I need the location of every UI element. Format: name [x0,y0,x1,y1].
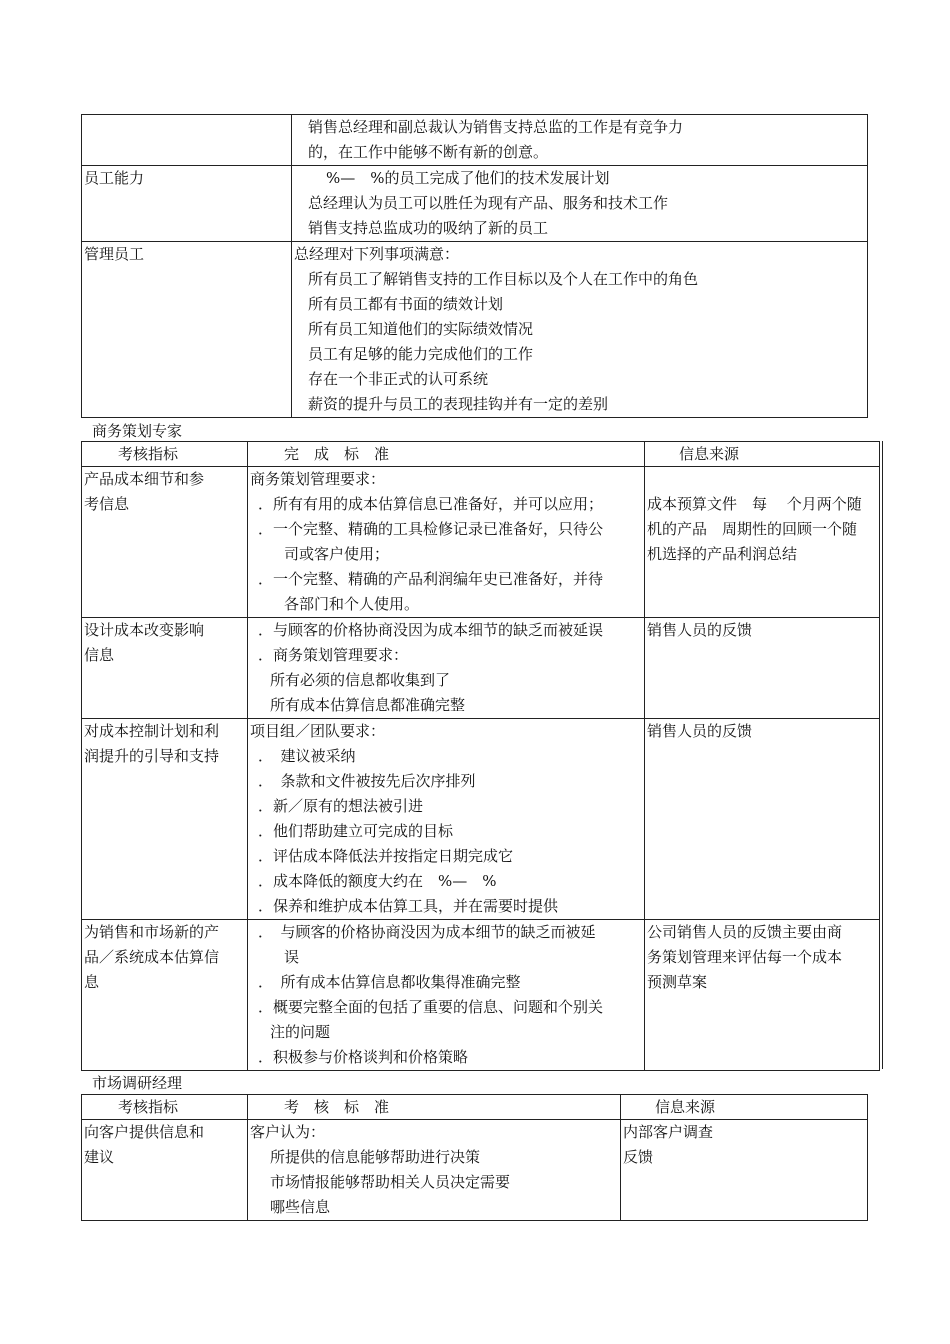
table-market-research [81,1094,868,1221]
row-label [82,618,248,719]
header-indicator: 考核指标 [82,442,248,467]
source-line: 机选择的产品利润总结 [647,545,798,563]
criteria-line: %— %的员工完成了他们的技术发展计划 [326,169,610,187]
table-sales-support [81,114,868,418]
header-standard: 考 核 标 准 [248,1095,621,1120]
row-label-line: 对成本控制计划和利 [84,722,220,740]
criteria-cell [292,242,868,418]
criteria-intro: 商务策划管理要求： [250,470,386,488]
table-row [82,166,868,242]
source-line: 机的产品 周期性的回顾一个随 [647,520,858,538]
table-row [82,242,868,418]
source-cell [645,467,880,618]
table-header-row [82,1095,868,1120]
source-cell [645,920,880,1071]
criteria-line: ．一个完整、精确的工具检修记录已准备好，只待公 [258,520,604,538]
criteria-intro: 项目组／团队要求： [250,722,386,740]
criteria-line: 所有必须的信息都收集到了 [270,671,451,689]
criteria-line: ．一个完整、精确的产品利润编年史已准备好，并待 [258,570,604,588]
criteria-line: 注的问题 [270,1023,331,1041]
criteria-line: 的，在工作中能够不断有新的创意。 [308,143,549,161]
source-line: 公司销售人员的反馈主要由商 [647,923,843,941]
criteria-line: ． 条款和文件被按先后次序排列 [258,772,476,790]
criteria-line: 所有成本估算信息都准确完整 [270,696,466,714]
criteria-line: ．积极参与价格谈判和价格策略 [258,1048,469,1066]
criteria-line: 存在一个非正式的认可系统 [308,370,489,388]
table-double-border [882,441,883,1069]
row-label-line: 息 [84,973,100,991]
criteria-cell [248,920,645,1071]
criteria-cell [248,719,645,920]
criteria-line: 销售支持总监成功的吸纳了新的员工 [308,219,549,237]
row-label-line: 品／系统成本估算信 [84,948,220,966]
criteria-line: ．评估成本降低法并按指定日期完成它 [258,847,514,865]
row-label [82,115,292,166]
header-standard: 完 成 标 准 [248,442,645,467]
source-line: 预测草案 [647,973,708,991]
source-line: 销售人员的反馈 [647,621,753,639]
row-label: 管理员工 [82,242,292,418]
criteria-line: 误 [284,948,300,966]
criteria-line: ．保养和维护成本估算工具，并在需要时提供 [258,897,559,915]
table-row [82,920,880,1071]
criteria-line: ． 建议被采纳 [258,747,356,765]
criteria-line: 司或客户使用； [284,545,390,563]
criteria-cell [248,1120,621,1221]
source-cell [645,618,880,719]
criteria-line: ．成本降低的额度大约在 %— % [258,872,497,890]
row-label-line: 润提升的引导和支持 [84,747,220,765]
row-label-line: 考信息 [84,495,130,513]
source-line: 销售人员的反馈 [647,722,753,740]
section-title: 商务策划专家 [92,422,183,440]
section-title: 市场调研经理 [92,1074,183,1092]
criteria-line: ．商务策划管理要求： [258,646,409,664]
criteria-line: 哪些信息 [270,1198,331,1216]
row-label-line: 向客户提供信息和 [84,1123,205,1141]
criteria-line: ．新／原有的想法被引进 [258,797,424,815]
row-label-line: 设计成本改变影响 [84,621,205,639]
row-label-line: 产品成本细节和参 [84,470,205,488]
row-label [82,920,248,1071]
source-line: 内部客户调查 [623,1123,714,1141]
source-line: 反馈 [623,1148,654,1166]
criteria-line: ．他们帮助建立可完成的目标 [258,822,454,840]
table-row [82,115,868,166]
row-label-line: 建议 [84,1148,115,1166]
criteria-cell [292,166,868,242]
criteria-line: 所有员工都有书面的绩效计划 [308,295,504,313]
criteria-line: 销售总经理和副总裁认为销售支持总监的工作是有竞争力 [308,118,684,136]
criteria-line: 薪资的提升与员工的表现挂钩并有一定的差别 [308,395,609,413]
table-business-planning [81,441,880,1071]
criteria-cell [248,467,645,618]
criteria-line: ． 与顾客的价格协商没因为成本细节的缺乏而被延 [258,923,596,941]
criteria-line: ．与顾客的价格协商没因为成本细节的缺乏而被延误 [258,621,604,639]
header-source: 信息来源 [621,1095,868,1120]
table-row [82,467,880,618]
criteria-intro: 总经理对下列事项满意： [294,245,460,263]
source-line: 务策划管理来评估每一个成本 [647,948,843,966]
table-row [82,1120,868,1221]
table-header-row [82,442,880,467]
criteria-line: 各部门和个人使用。 [284,595,420,613]
criteria-line: 员工有足够的能力完成他们的工作 [308,345,534,363]
row-label: 员工能力 [82,166,292,242]
source-cell [621,1120,868,1221]
source-line: 成本预算文件 每 个月两个随 [647,495,862,513]
criteria-cell [248,618,645,719]
criteria-line: ．所有有用的成本估算信息已准备好，并可以应用； [258,495,604,513]
criteria-line: 市场情报能够帮助相关人员决定需要 [270,1173,511,1191]
header-source: 信息来源 [645,442,880,467]
row-label [82,467,248,618]
criteria-line: 所提供的信息能够帮助进行决策 [270,1148,481,1166]
criteria-line: ． 所有成本估算信息都收集得准确完整 [258,973,521,991]
source-cell [645,719,880,920]
table-row [82,719,880,920]
row-label [82,719,248,920]
header-indicator: 考核指标 [82,1095,248,1120]
row-label [82,1120,248,1221]
row-label-line: 为销售和市场新的产 [84,923,220,941]
criteria-intro: 客户认为： [250,1123,326,1141]
criteria-line: ．概要完整全面的包括了重要的信息、问题和个别关 [258,998,604,1016]
table-row [82,618,880,719]
criteria-line: 总经理认为员工可以胜任为现有产品、服务和技术工作 [308,194,669,212]
row-label-line: 信息 [84,646,115,664]
criteria-line: 所有员工了解销售支持的工作目标以及个人在工作中的角色 [308,270,699,288]
criteria-cell [292,115,868,166]
criteria-line: 所有员工知道他们的实际绩效情况 [308,320,534,338]
